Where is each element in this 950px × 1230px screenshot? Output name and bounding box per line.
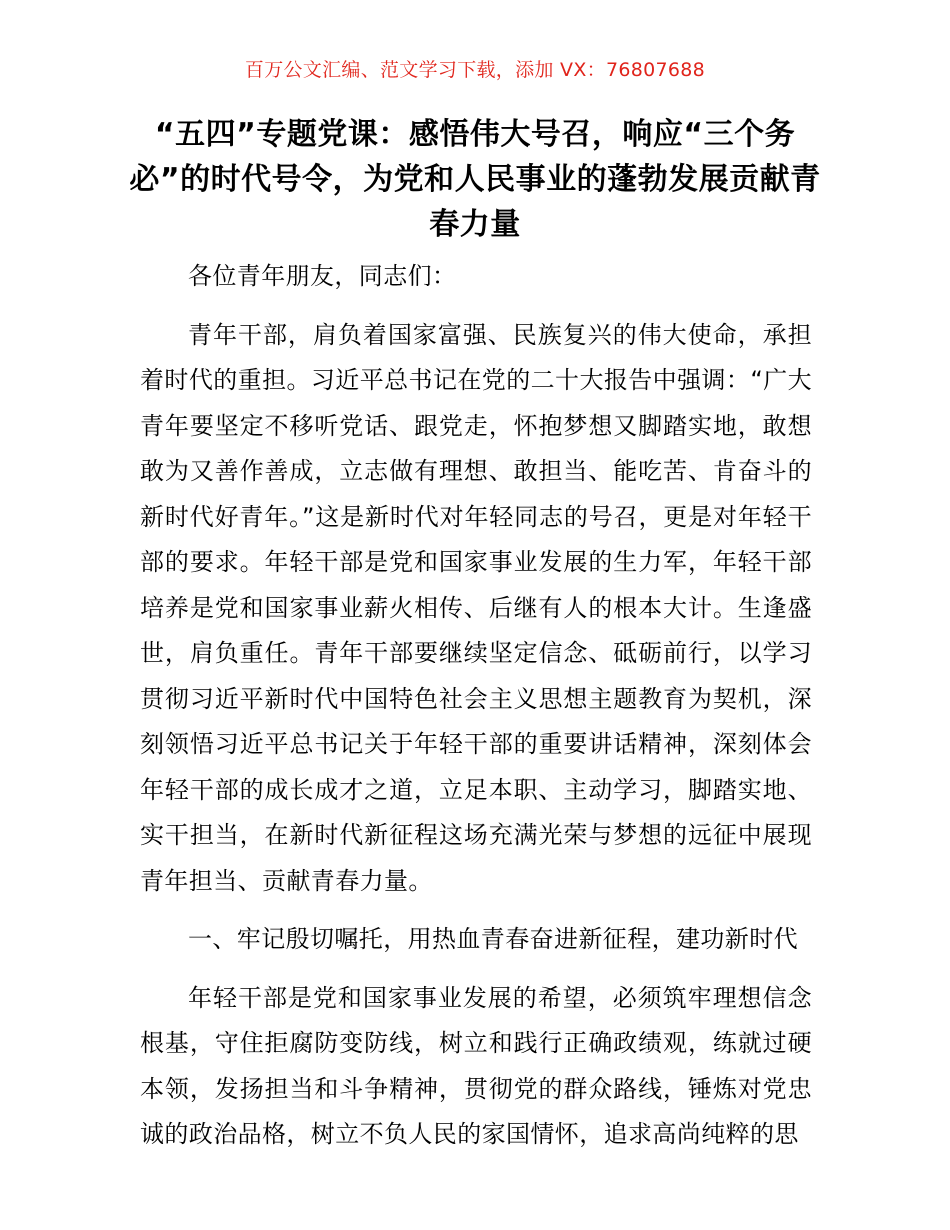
document-body xyxy=(140,254,812,1171)
greeting: 各位青年朋友，同志们： xyxy=(188,262,457,290)
paragraph-section-1: 年轻干部是党和国家事业发展的希望，必须筑牢理想信念根基，守住拒腐防变防线，树立和践行正确政绩观，练就过硬本领，发扬担当和斗争精神，贯彻党的群众路线，锤炼对党忠诚的政治品格，树立不负人民的家国情怀，追求高尚纯粹的思 xyxy=(140,983,812,1148)
paragraph-intro: 青年干部，肩负着国家富强、民族复兴的伟大使命，承担着时代的重担。习近平总书记在党的二十大报告中强调：“广大青年要坚定不移听党话、跟党走，怀抱梦想又脚踏实地，敢想敢为又善作善成，立志做有理想、敢担当、能吃苦、肯奋斗的新时代好青年。”这是新时代对年轻同志的号召，更是对年轻干部的要求。年轻干部是党和国家事业发展的生力军，年轻干部培养是党和国家事业薪火相传、后继有人的根本大计。生逢盛世，肩负重任。青年干部要继续坚定信念、砥砺前行，以学习贯彻习近平新时代中国特色社会主义思想主题教育为契机，深刻领悟习近平总书记关于年轻干部的重要讲话精神，深刻体会年轻干部的成长成才之道，立足本职、主动学习，脚踏实地、实干担当，在新时代新征程这场充满光荣与梦想的远征中展现青年担当、贡献青春力量。 xyxy=(140,320,812,895)
document-title: “五四”专题党课：感悟伟大号召，响应“三个务必”的时代号令，为党和人民事业的蓬勃发展贡献青春力量 xyxy=(129,117,821,242)
download-notice: 百万公文汇编、范文学习下载，添加 VX：76807688 xyxy=(244,59,706,81)
section-heading: 一、牢记殷切嘱托，用热血青春奋进新征程，建功新时代 xyxy=(188,925,798,953)
